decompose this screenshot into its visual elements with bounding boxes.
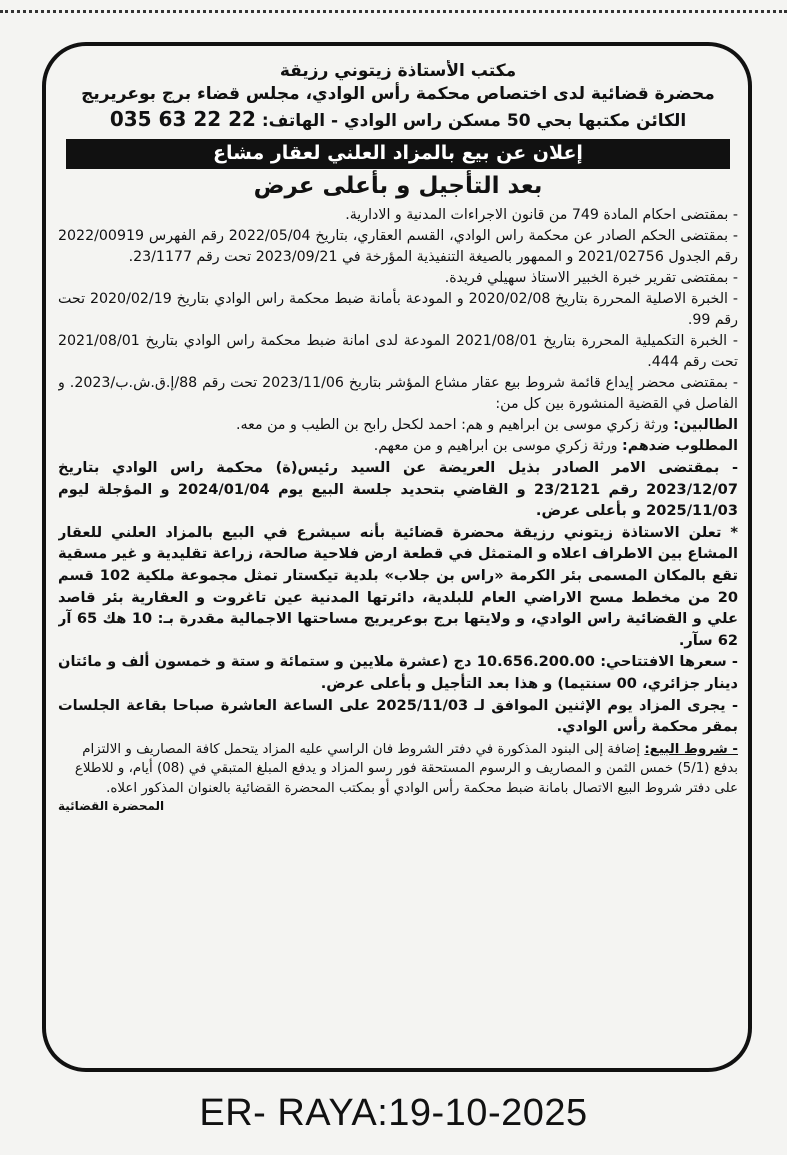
signature: المحضرة القضائية xyxy=(58,799,165,814)
top-dotted-border xyxy=(0,0,787,13)
defendants xyxy=(58,436,738,457)
opening-price: - سعرها الافتتاحي: 10.656.200.00 دج (عشرة ملايين و ستمائة و ستة و خمسون ألف و مائتان دينار جزائري، 00 سنتيما) و هذا بعد التأجيل و بأعلى عرض. xyxy=(58,653,738,692)
notice-content xyxy=(58,60,738,1065)
court-order: - بمقتضى الامر الصادر بذيل العريضة عن السيد رئيس(ة) محكمة راس الوادي بتاريخ 2023/12/07 رقم 23/2121 و القاضي بتحديد جلسة البيع يوم 2024/01/04 و المؤجلة ليوم 2025/11/03 و بأعلى عرض. xyxy=(58,459,738,520)
notice-subtitle: بعد التأجيل و بأعلى عرض xyxy=(253,172,543,199)
office-name: مكتب الأستاذة زيتوني رزيقة xyxy=(279,61,517,81)
paragraph: - بمقتضى تقرير خبرة الخبير الاستاذ سهيلي فريدة. xyxy=(444,269,738,286)
paragraph: - بمقتضى احكام المادة 749 من قانون الاجراءات المدنية و الادارية. xyxy=(345,206,738,223)
notice-header xyxy=(58,60,738,133)
paragraph: - الخبرة الاصلية المحررة بتاريخ 2020/02/08 و المودعة بأمانة ضبط محكمة راس الوادي بتاريخ 2020/02/19 تحت رقم 99. xyxy=(58,290,738,328)
sale-announcement: * تعلن الاستاذة زيتوني رزيقة محضرة قضائية بأنه سيشرع في البيع بالمزاد العلني للعقار المشاع بين الاطراف اعلاه و المتمثل في قطعة ارض فلاحية صالحة، زراعة تقليدية و غير مسقية تقع بالمكان المسمى بئر الكرمة «راس بن جلاب» بلدية تيكستار تمثل مجموعة ملكية 102 قسم 20 من مخطط مسح الاراضي العام للبلدية، دائرتها المدنية عين تاغروت و العقارية بئر قاصد علي و القضائية راس الوادي، و ولايتها برج بوعريريج مساحتها الاجمالية مقدرة بـ: 10 هك 65 آر 62 سآر. xyxy=(58,523,738,649)
notice-banner: إعلان عن بيع بالمزاد العلني لعقار مشاع xyxy=(66,139,730,169)
plaintiffs-label: الطالبين: xyxy=(673,417,738,434)
newspaper-footer: ER- RAYA:19-10-2025 xyxy=(199,1092,588,1134)
plaintiffs-text: ورثة زكري موسى بن ابراهيم و هم: احمد لكحل رابح بن الطيب و من معه. xyxy=(236,417,669,434)
paragraph: - بمقتضى محضر إيداع قائمة شروط بيع عقار مشاع المؤشر بتاريخ 2023/11/06 تحت رقم 88/إ.ق.ش.ب/2023. و الفاصل في القضية المنشورة بين كل من: xyxy=(58,375,738,413)
auction-date: - يجرى المزاد يوم الإثنين الموافق لـ 2025/11/03 على الساعة العاشرة صباحا بقاعة الجلسات بمقر محكمة رأس الوادي. xyxy=(58,696,738,736)
notice-body xyxy=(58,205,738,738)
phone-number: 035 63 22 22 xyxy=(109,106,256,131)
defendants-label: المطلوب ضدهم: xyxy=(622,438,738,455)
conditions-text: إضافة إلى البنود المذكورة في دفتر الشروط فان الراسي عليه المزاد يتحمل كافة المصاريف و الالتزام بدفع (5/1) خمس الثمن و المصاريف و الرسوم المستحقة فور رسو المزاد و يدفع المبلغ المتبقي في (08) أيام، و للاطلاع على دفتر شروط البيع الاتصال بامانة ضبط محكمة رأس الوادي أو بمكتب المحضرة القضائية بالعنوان المذكور اعلاه. xyxy=(74,741,738,796)
sale-conditions xyxy=(58,740,738,814)
conditions-label: - شروط البيع: xyxy=(644,741,738,757)
plaintiffs xyxy=(58,415,738,436)
address: الكائن مكتبها بحي 50 مسكن راس الوادي - الهاتف: xyxy=(261,110,687,131)
defendants-text: ورثة زكري موسى بن ابراهيم و من معهم. xyxy=(373,438,618,455)
address-line xyxy=(58,106,738,133)
paragraph: - بمقتضى الحكم الصادر عن محكمة راس الوادي، القسم العقاري، بتاريخ 2022/05/04 رقم الفهرس 2022/00919 رقم الجدول 2021/02756 و الممهور بالصيغة التنفيذية المؤرخة في 2023/09/21 تحت رقم 23/1177. xyxy=(58,227,738,265)
jurisdiction: محضرة قضائية لدى اختصاص محكمة رأس الوادي، مجلس قضاء برج بوعريريج xyxy=(81,83,715,104)
paragraph: - الخبرة التكميلية المحررة بتاريخ 2021/08/01 المودعة لدى امانة ضبط محكمة راس الوادي بتاريخ 2021/08/01 تحت رقم 444. xyxy=(58,332,738,370)
